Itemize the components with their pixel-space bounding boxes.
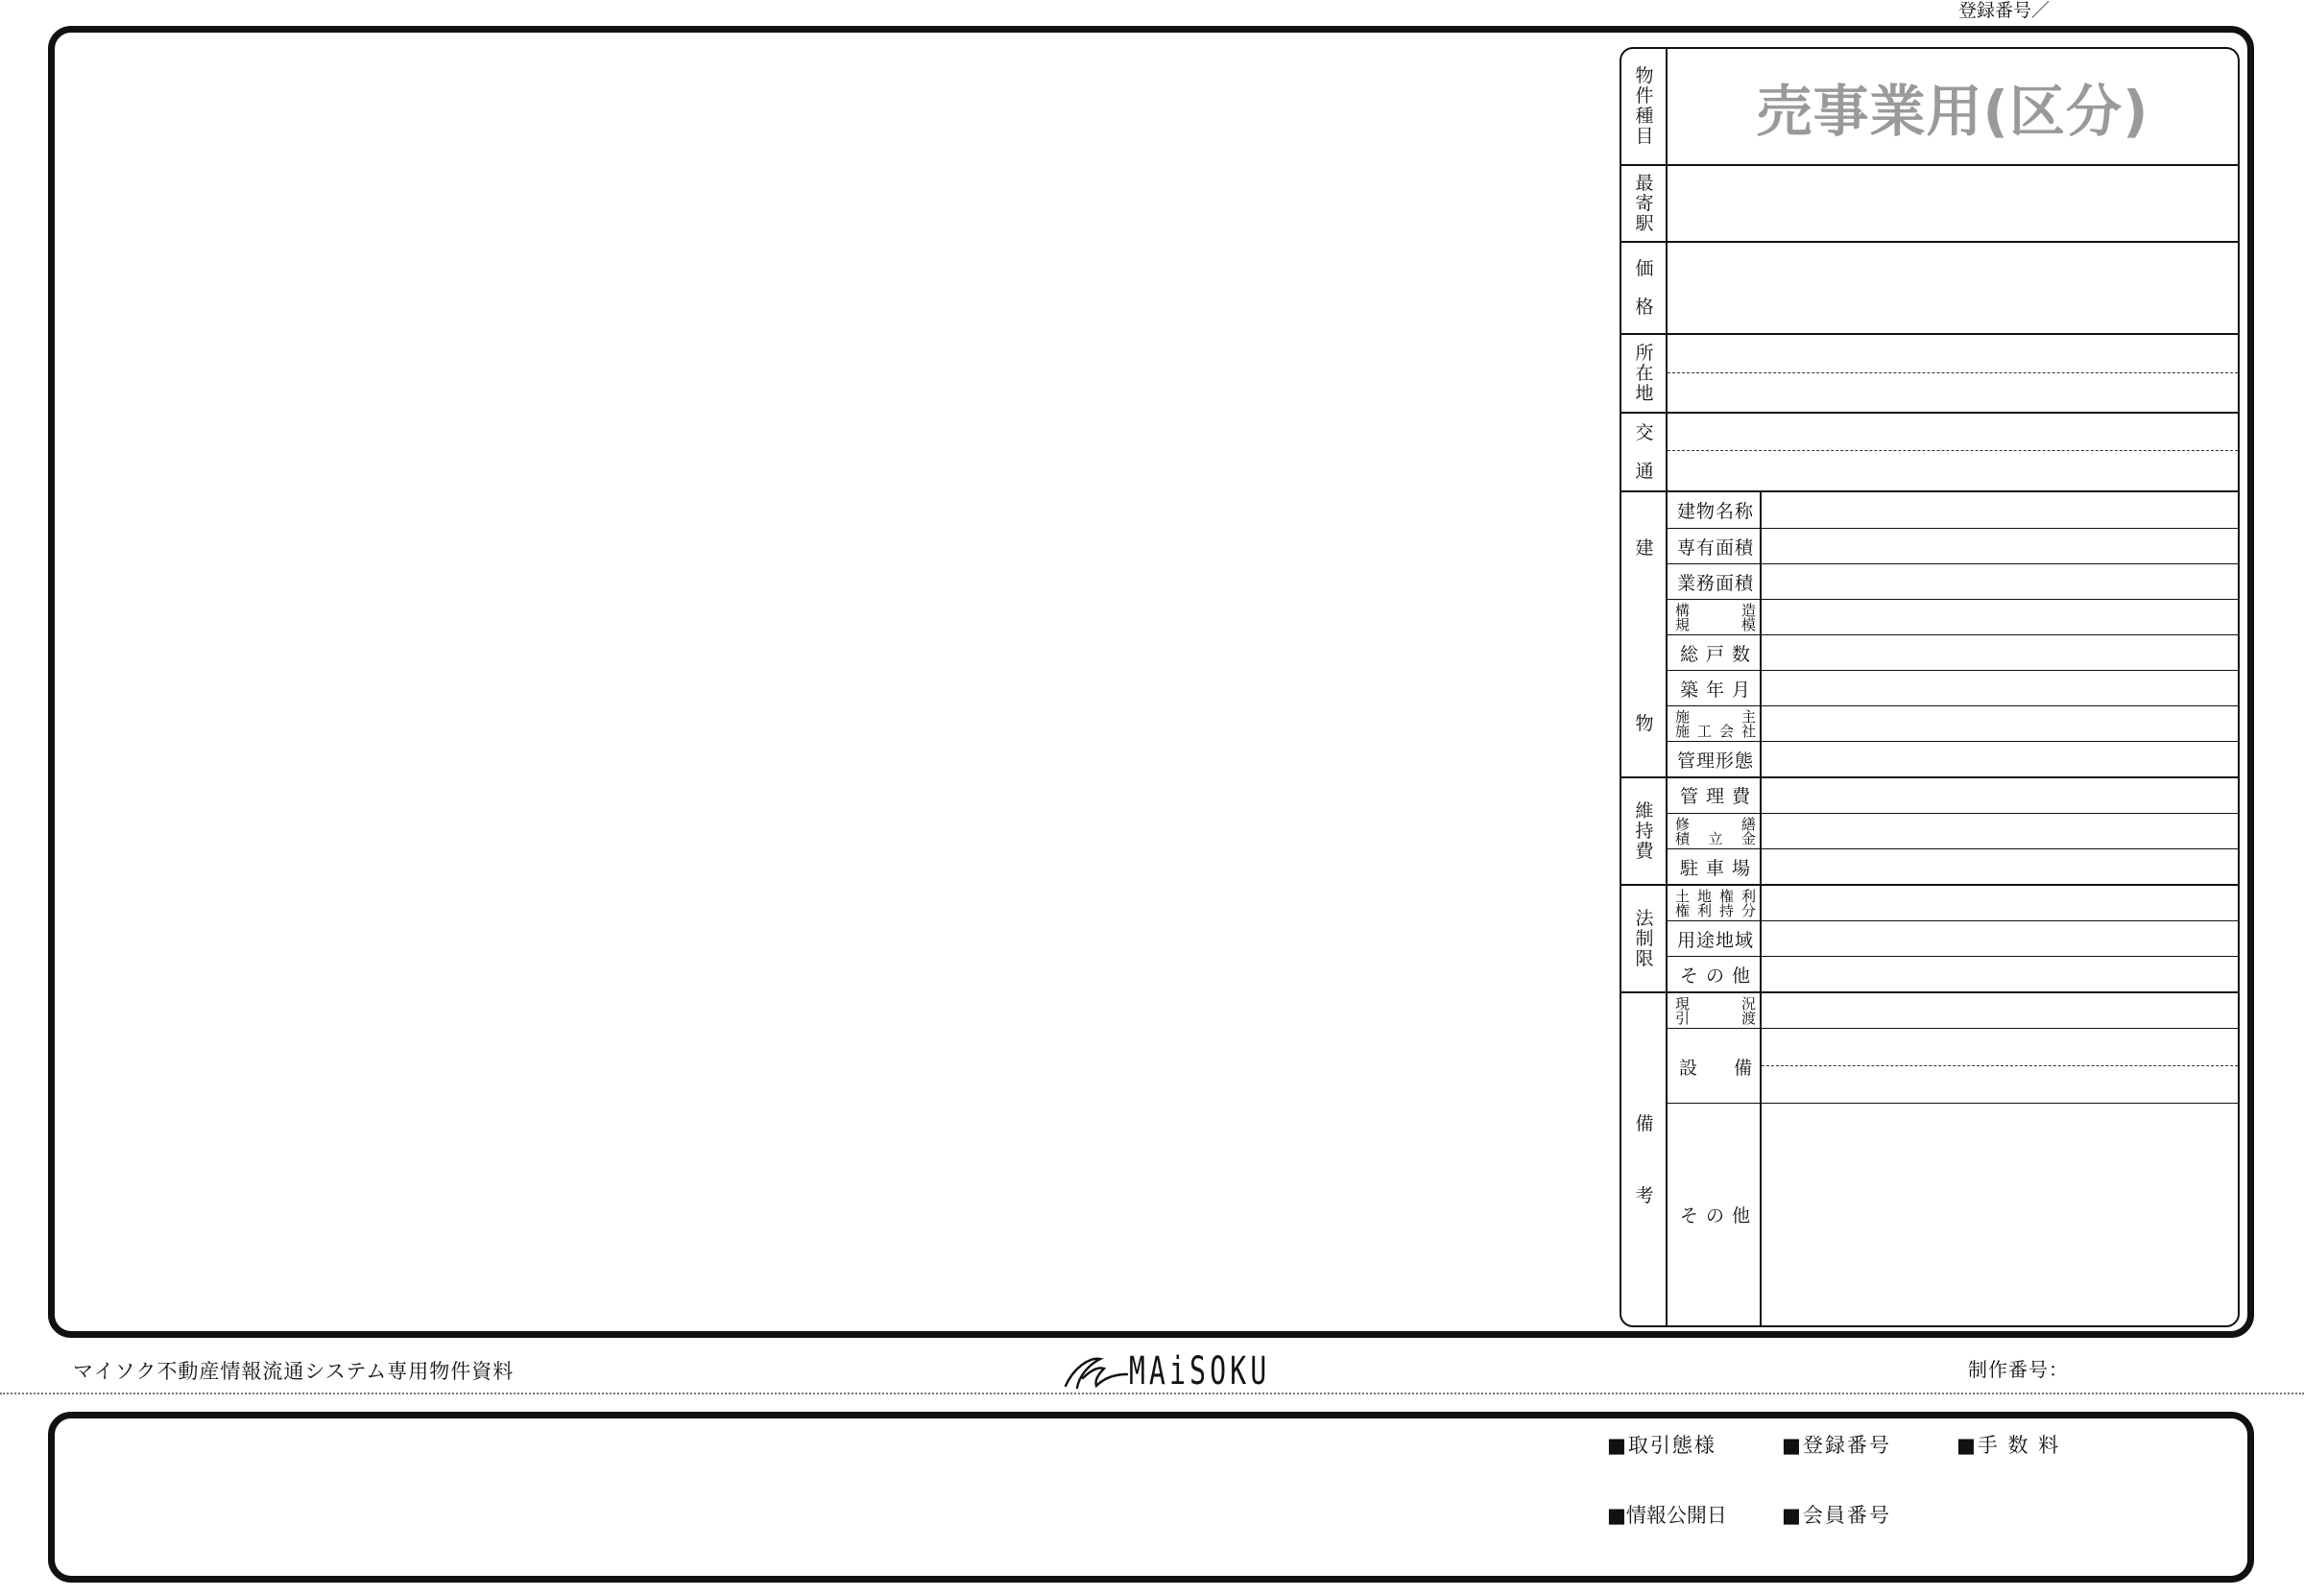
maisoku-logo	[1062, 1347, 1332, 1395]
legal-other-label: そ の 他	[1679, 965, 1752, 987]
structure-scale-label: 構 造 規 模	[1675, 601, 1756, 633]
property-type-title: 売事業用(区分)	[1756, 79, 2149, 144]
equipment-label: 設 備	[1678, 1057, 1752, 1079]
exclusive-area-label: 専有面積	[1676, 537, 1754, 559]
system-footer-text: マイソク不動産情報流通システム専用物件資料	[73, 1360, 515, 1383]
deal-type-label: ■取引態様	[1607, 1434, 1716, 1457]
management-fee-label: 管 理 費	[1679, 786, 1752, 807]
land-rights-label: 土地権利 権利持分	[1675, 887, 1756, 919]
zoning-label: 用途地域	[1676, 930, 1754, 951]
maisoku-logo-text: MAiSOKU	[1129, 1349, 1271, 1394]
building-label-top: 建	[1635, 537, 1654, 559]
cut-line	[0, 1393, 2304, 1394]
bottom-frame	[48, 1412, 2254, 1583]
remarks-other-label: そ の 他	[1679, 1205, 1752, 1227]
parking-label: 駐 車 場	[1679, 858, 1752, 879]
fee-label: ■手 数 料	[1956, 1434, 2061, 1457]
registration-number-field-label: ■登録番号	[1782, 1434, 1891, 1457]
location-label: 所在地	[1635, 342, 1654, 404]
registration-number-label: 登録番号／	[1958, 0, 2051, 21]
production-number-label: 制作番号：	[1968, 1358, 2069, 1381]
builder-label: 施 主 施工会社	[1675, 707, 1756, 740]
transport-label: 交通	[1635, 422, 1654, 482]
business-area-label: 業務面積	[1676, 573, 1754, 594]
property-type-label: 物件種目	[1635, 65, 1654, 147]
publish-date-label: ■情報公開日	[1607, 1504, 1727, 1527]
property-info-panel	[1620, 47, 2240, 1327]
remarks-label-top: 備	[1635, 1113, 1654, 1134]
current-status-label: 現 況 引 渡	[1675, 994, 1756, 1027]
repair-reserve-label: 修 繕 積 立 金	[1675, 815, 1756, 847]
legal-restriction-label: 法制限	[1635, 907, 1654, 969]
maintenance-label: 維持費	[1635, 799, 1654, 862]
price-label: 価格	[1635, 258, 1654, 318]
total-units-label: 総 戸 数	[1679, 644, 1752, 665]
maisoku-logo-icon	[1062, 1349, 1129, 1394]
management-type-label: 管理形態	[1676, 750, 1754, 772]
built-date-label: 築 年 月	[1679, 679, 1752, 701]
remarks-label-bottom: 考	[1635, 1185, 1654, 1206]
nearest-station-label: 最寄駅	[1635, 172, 1654, 234]
member-number-label: ■会員番号	[1782, 1504, 1891, 1527]
building-label-bottom: 物	[1635, 713, 1654, 734]
building-name-label: 建物名称	[1676, 501, 1754, 522]
